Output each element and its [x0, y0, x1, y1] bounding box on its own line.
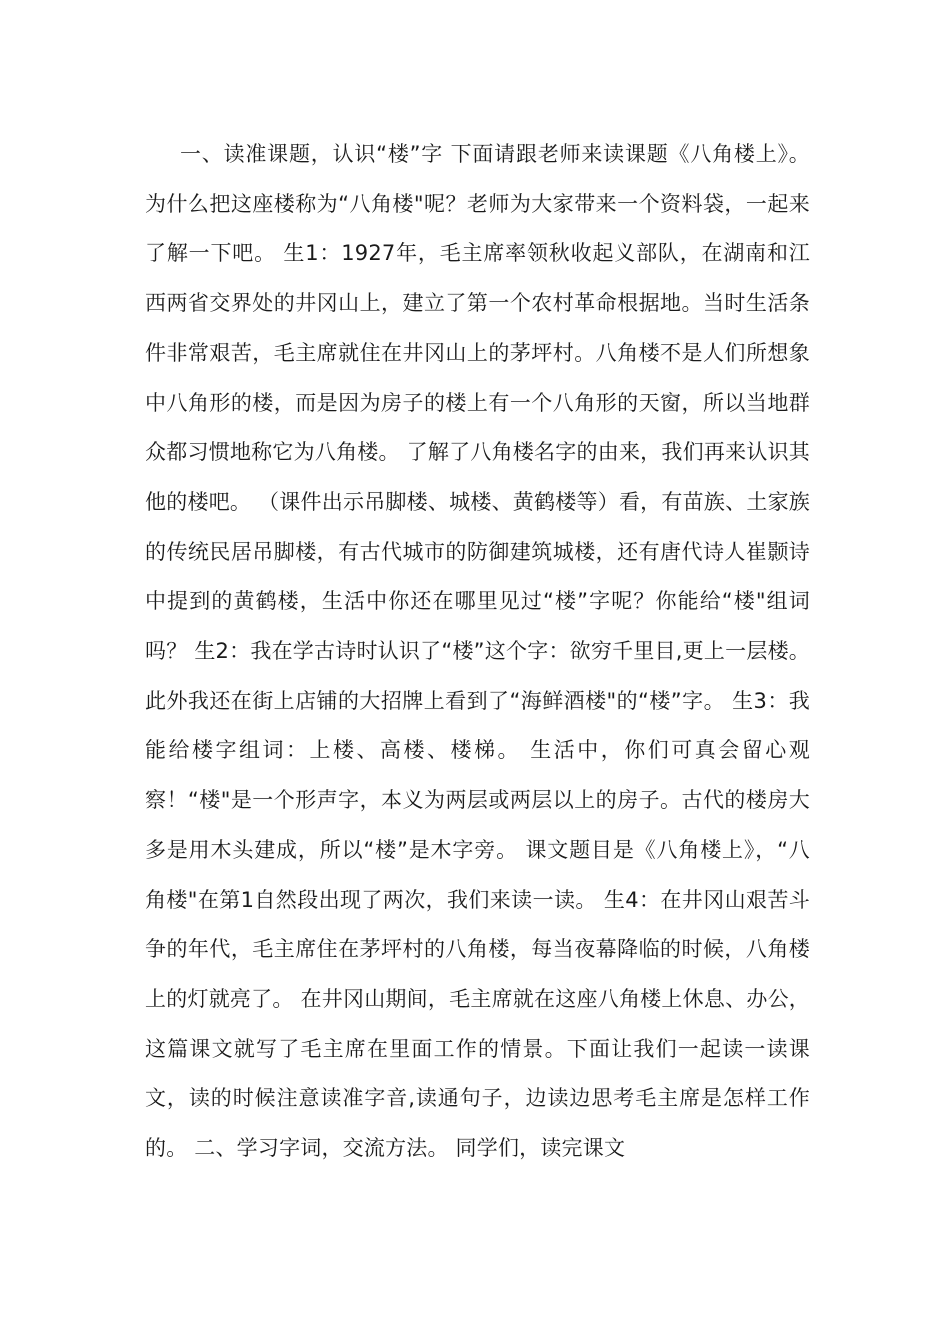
body-paragraph: 一、读准课题，认识“楼”字 下面请跟老师来读课题《八角楼上》。为什么把这座楼称为“八角楼"呢？老师为大家带来一个资料袋，一起来了解一下吧。 生1：1927年，毛主席率领秋收起义部队，在湖南和江西两省交界处的井冈山上，建立了第一个农村革命根据地。当时生活条件非常艰苦，毛主席就住在井冈山上的茅坪村。八角楼不是人们所想象中八角形的楼，而是因为房子的楼上有一个八角形的天窗，所以当地群众都习惯地称它为八角楼。 了解了八角楼名字的由来，我们再来认识其他的楼吧。 （课件出示吊脚楼、城楼、黄鹤楼等）看，有苗族、土家族的传统民居吊脚楼，有古代城市的防御建筑城楼，还有唐代诗人崔颢诗中提到的黄鹤楼，生活中你还在哪里见过“楼”字呢？你能给“楼"组词吗？ 生2：我在学古诗时认识了“楼”这个字：欲穷千里目,更上一层楼。此外我还在街上店铺的大招牌上看到了“海鲜酒楼"的“楼”字。 生3：我能给楼字组词：上楼、高楼、楼梯。 生活中，你们可真会留心观察！“楼"是一个形声字，本义为两层或两层以上的房子。古代的楼房大多是用木头建成，所以“楼”是木字旁。 课文题目是《八角楼上》，“八角楼"在第1自然段出现了两次，我们来读一读。 生4：在井冈山艰苦斗争的年代，毛主席住在茅坪村的八角楼，每当夜幕降临的时候，八角楼上的灯就亮了。 在井冈山期间，毛主席就在这座八角楼上休息、办公，这篇课文就写了毛主席在里面工作的情景。下面让我们一起读一读课文，读的时候注意读准字音,读通句子，边读边思考毛主席是怎样工作的。 二、学习字词，交流方法。 同学们，读完课文	[145, 142, 810, 1161]
